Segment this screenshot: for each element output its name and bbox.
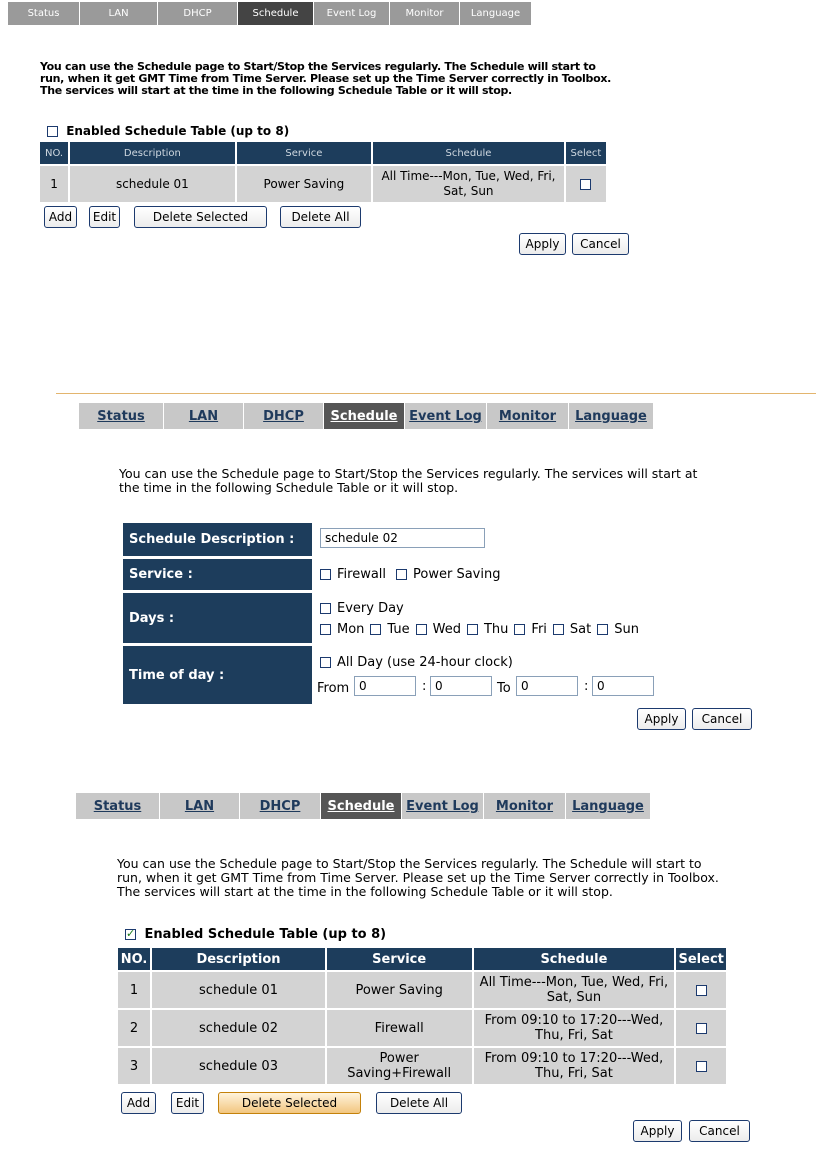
power-saving-checkbox[interactable] bbox=[396, 569, 407, 580]
time-of-day-label: Time of day : bbox=[123, 646, 312, 704]
tab-monitor[interactable]: Monitor bbox=[390, 2, 460, 25]
sun-checkbox[interactable] bbox=[597, 624, 608, 635]
days-options bbox=[320, 622, 645, 637]
col-no: NO. bbox=[40, 142, 68, 164]
col-description: Description bbox=[152, 948, 325, 970]
cell-service: Firewall bbox=[327, 1010, 472, 1046]
row-select-checkbox[interactable] bbox=[696, 1023, 707, 1034]
to-label: To bbox=[497, 681, 511, 696]
delete-all-button[interactable]: Delete All bbox=[280, 206, 361, 228]
cell-no: 3 bbox=[118, 1048, 150, 1084]
thu-label: Thu bbox=[483, 622, 509, 637]
intro-line: the time in the following Schedule Table or it will stop. bbox=[119, 480, 459, 495]
sun-label: Sun bbox=[614, 622, 639, 637]
every-day-option bbox=[320, 601, 404, 616]
intro-line: run, when it get GMT Time from Time Server. Please set up the Time Server correctly in Toolbox. bbox=[40, 72, 611, 85]
sat-label: Sat bbox=[569, 622, 592, 637]
col-no: NO. bbox=[118, 948, 150, 970]
intro-line: The services will start at the time in the following Schedule Table or it will stop. bbox=[40, 84, 512, 97]
row-select-checkbox[interactable] bbox=[696, 985, 707, 996]
delete-selected-button[interactable]: Delete Selected bbox=[218, 1092, 361, 1114]
cell-schedule: All Time---Mon, Tue, Wed, Fri, Sat, Sun bbox=[474, 972, 675, 1008]
wed-label: Wed bbox=[432, 622, 461, 637]
to-minute-input[interactable] bbox=[592, 676, 654, 696]
every-day-checkbox[interactable] bbox=[320, 603, 331, 614]
tab-lan[interactable]: LAN bbox=[80, 2, 158, 25]
col-schedule: Schedule bbox=[474, 948, 675, 970]
tab-schedule[interactable]: Schedule bbox=[321, 793, 402, 819]
intro-line: You can use the Schedule page to Start/Stop the Services regularly. The services will start at bbox=[119, 466, 698, 481]
cell-description: schedule 01 bbox=[70, 166, 235, 202]
delete-all-button[interactable]: Delete All bbox=[376, 1092, 462, 1114]
days-label: Days : bbox=[123, 593, 312, 643]
all-day-checkbox[interactable] bbox=[320, 657, 331, 668]
schedule-table-1 bbox=[38, 140, 608, 204]
col-service: Service bbox=[237, 142, 371, 164]
firewall-label: Firewall bbox=[337, 567, 387, 582]
intro-line: The services will start at the time in the following Schedule Table or it will stop. bbox=[117, 884, 613, 899]
cell-no: 2 bbox=[118, 1010, 150, 1046]
col-select: Select bbox=[566, 142, 606, 164]
from-colon: : bbox=[422, 679, 427, 694]
nav-bar-2 bbox=[79, 403, 653, 429]
from-label: From bbox=[317, 681, 350, 696]
cell-description: schedule 02 bbox=[152, 1010, 325, 1046]
enable-row-3 bbox=[125, 927, 386, 942]
enable-row-1 bbox=[47, 124, 289, 138]
cell-schedule: From 09:10 to 17:20---Wed, Thu, Fri, Sat bbox=[474, 1010, 675, 1046]
col-description: Description bbox=[70, 142, 235, 164]
to-hour-input[interactable] bbox=[516, 676, 578, 696]
delete-selected-button[interactable]: Delete Selected bbox=[134, 206, 267, 228]
intro-text-1 bbox=[40, 61, 640, 97]
cell-description: schedule 01 bbox=[152, 972, 325, 1008]
intro-text-2 bbox=[119, 467, 759, 495]
from-minute-input[interactable] bbox=[430, 676, 492, 696]
enable-schedule-checkbox[interactable] bbox=[125, 929, 136, 940]
cancel-button[interactable]: Cancel bbox=[692, 708, 752, 730]
tab-lan[interactable]: LAN bbox=[160, 793, 240, 819]
cell-service: Power Saving+Firewall bbox=[327, 1048, 472, 1084]
tue-label: Tue bbox=[387, 622, 410, 637]
to-colon: : bbox=[584, 679, 589, 694]
all-day-label: All Day (use 24-hour clock) bbox=[337, 655, 513, 670]
tab-language[interactable]: Language bbox=[460, 2, 532, 25]
tab-schedule[interactable]: Schedule bbox=[238, 2, 314, 25]
cell-select bbox=[566, 166, 606, 202]
fri-label: Fri bbox=[531, 622, 547, 637]
nav-bar-1 bbox=[8, 2, 532, 25]
divider bbox=[56, 393, 816, 394]
tab-event-log[interactable]: Event Log bbox=[402, 793, 484, 819]
service-options bbox=[320, 567, 500, 582]
tab-status[interactable]: Status bbox=[79, 403, 164, 429]
schedule-description-label: Schedule Description : bbox=[123, 523, 312, 556]
table-row bbox=[118, 1010, 726, 1046]
cell-no: 1 bbox=[40, 166, 68, 202]
tab-dhcp[interactable]: DHCP bbox=[240, 793, 321, 819]
tab-monitor[interactable]: Monitor bbox=[487, 403, 569, 429]
add-button[interactable]: Add bbox=[121, 1092, 156, 1114]
power-saving-label: Power Saving bbox=[413, 567, 501, 582]
cell-service: Power Saving bbox=[237, 166, 371, 202]
enable-schedule-label: Enabled Schedule Table (up to 8) bbox=[66, 124, 290, 138]
intro-line: You can use the Schedule page to Start/Stop the Services regularly. The Schedule will start to bbox=[40, 60, 596, 73]
apply-button[interactable]: Apply bbox=[637, 708, 686, 730]
table-row bbox=[118, 972, 726, 1008]
row-select-checkbox[interactable] bbox=[580, 179, 591, 190]
cell-schedule: All Time---Mon, Tue, Wed, Fri, Sat, Sun bbox=[373, 166, 564, 202]
cancel-button[interactable]: Cancel bbox=[689, 1120, 750, 1142]
nav-bar-3 bbox=[76, 793, 650, 819]
intro-text-3 bbox=[117, 857, 777, 899]
tab-dhcp[interactable]: DHCP bbox=[158, 2, 238, 25]
table-header bbox=[40, 142, 606, 164]
row-select-checkbox[interactable] bbox=[696, 1061, 707, 1072]
table-row bbox=[40, 166, 606, 202]
mon-label: Mon bbox=[337, 622, 365, 637]
tab-event-log[interactable]: Event Log bbox=[314, 2, 390, 25]
service-label: Service : bbox=[123, 559, 312, 590]
all-day-option bbox=[320, 655, 513, 670]
tab-language[interactable]: Language bbox=[572, 798, 644, 814]
col-schedule: Schedule bbox=[373, 142, 564, 164]
add-button[interactable]: Add bbox=[44, 206, 77, 228]
schedule-table-3 bbox=[116, 946, 728, 1086]
cell-select bbox=[676, 1048, 726, 1084]
from-hour-input[interactable] bbox=[354, 676, 416, 696]
cell-select bbox=[676, 1010, 726, 1046]
cell-no: 1 bbox=[118, 972, 150, 1008]
apply-button[interactable]: Apply bbox=[519, 233, 566, 255]
enable-schedule-checkbox[interactable] bbox=[47, 126, 58, 137]
firewall-checkbox[interactable] bbox=[320, 569, 331, 580]
tab-dhcp[interactable]: DHCP bbox=[244, 403, 324, 429]
tab-status[interactable]: Status bbox=[76, 793, 160, 819]
thu-checkbox[interactable] bbox=[467, 624, 478, 635]
tue-checkbox[interactable] bbox=[370, 624, 381, 635]
sat-checkbox[interactable] bbox=[553, 624, 564, 635]
cell-schedule: From 09:10 to 17:20---Wed, Thu, Fri, Sat bbox=[474, 1048, 675, 1084]
tab-monitor[interactable]: Monitor bbox=[484, 793, 566, 819]
every-day-label: Every Day bbox=[337, 601, 404, 616]
cell-select bbox=[676, 972, 726, 1008]
tab-lan[interactable]: LAN bbox=[164, 403, 244, 429]
cancel-button[interactable]: Cancel bbox=[572, 233, 629, 255]
intro-line: run, when it get GMT Time from Time Server. Please set up the Time Server correctly in Toolbox. bbox=[117, 870, 719, 885]
table-header bbox=[118, 948, 726, 970]
edit-button[interactable]: Edit bbox=[89, 206, 120, 228]
cell-service: Power Saving bbox=[327, 972, 472, 1008]
fri-checkbox[interactable] bbox=[514, 624, 525, 635]
tab-event-log[interactable]: Event Log bbox=[405, 403, 487, 429]
mon-checkbox[interactable] bbox=[320, 624, 331, 635]
intro-line: You can use the Schedule page to Start/Stop the Services regularly. The Schedule will start to bbox=[117, 856, 702, 871]
tab-language[interactable]: Language bbox=[575, 408, 647, 424]
schedule-description-input[interactable] bbox=[320, 528, 485, 548]
apply-button[interactable]: Apply bbox=[633, 1120, 682, 1142]
wed-checkbox[interactable] bbox=[416, 624, 427, 635]
col-service: Service bbox=[327, 948, 472, 970]
enable-schedule-label: Enabled Schedule Table (up to 8) bbox=[144, 927, 387, 942]
tab-schedule[interactable]: Schedule bbox=[324, 403, 405, 429]
edit-button[interactable]: Edit bbox=[171, 1092, 204, 1114]
col-select: Select bbox=[676, 948, 726, 970]
table-row bbox=[118, 1048, 726, 1084]
tab-status[interactable]: Status bbox=[8, 2, 80, 25]
cell-description: schedule 03 bbox=[152, 1048, 325, 1084]
